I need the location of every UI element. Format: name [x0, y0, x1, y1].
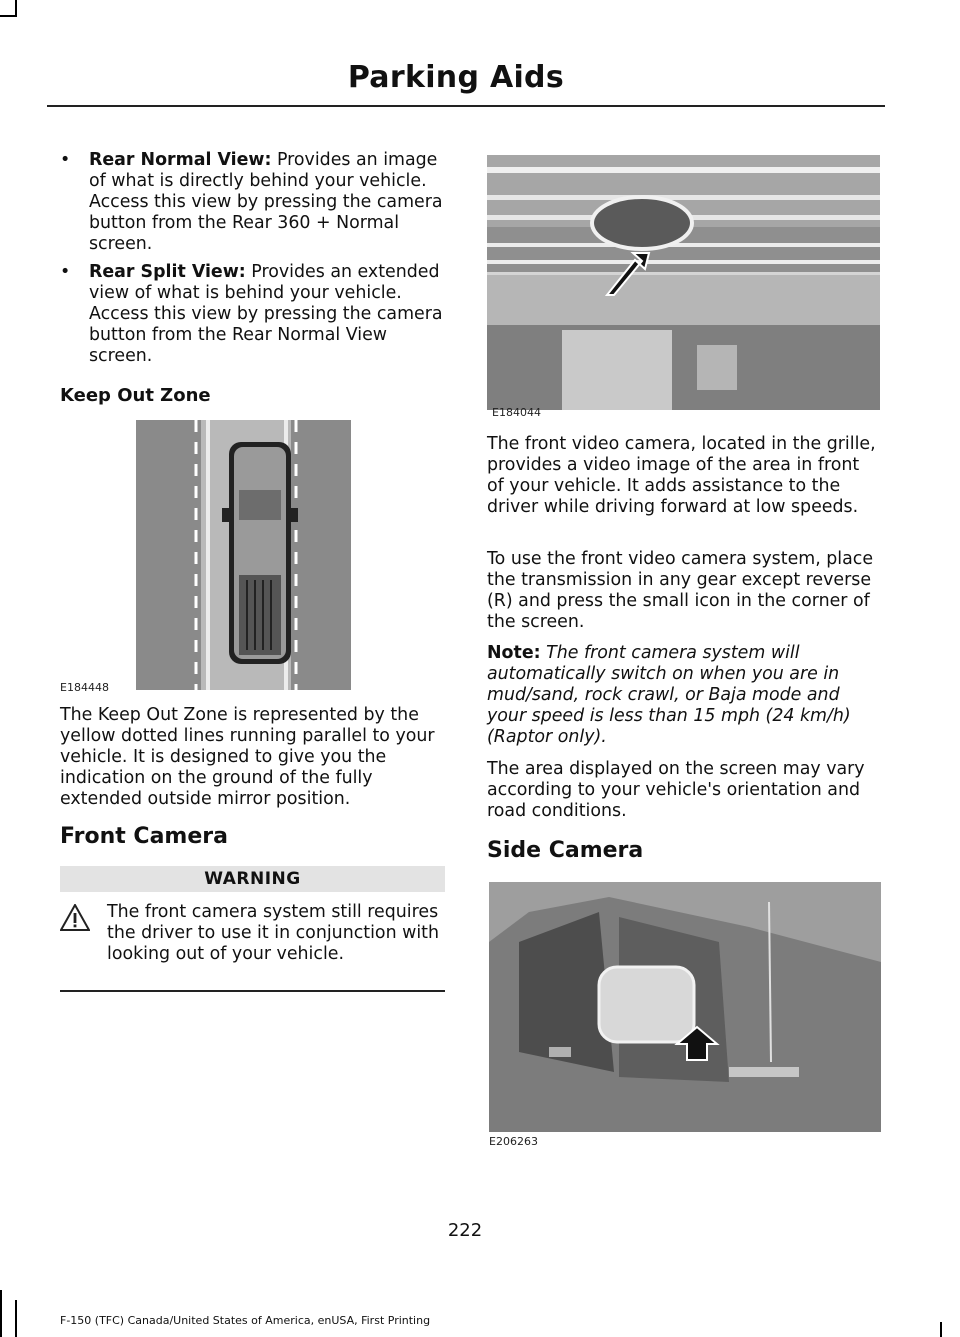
bullet-dot: • — [60, 150, 71, 170]
front-camera-text-3: The area displayed on the screen may vary according to your vehicle's orientation and road conditions. — [487, 759, 865, 821]
bullet-text: Provides an image of what is directly behind your vehicle. Access this view by pressing the camera button from the Rear 360 + Normal screen. — [89, 150, 443, 254]
warning-rule — [60, 990, 445, 992]
figure-caption: E184448 — [60, 681, 109, 694]
front-camera-text-1: The front video camera, located in the grille, provides a video image of the area in front of your vehicle. It adds assistance to the driver while driving forward at low speeds. — [487, 434, 876, 517]
keep-out-zone-heading: Keep Out Zone — [60, 385, 211, 406]
warning-body: The front camera system still requires the driver to use it in conjunction with looking out of your vehicle. — [107, 902, 440, 964]
figure-caption: E184044 — [492, 406, 541, 419]
bullet-rear-normal-view — [60, 150, 450, 255]
crop-mark — [0, 15, 15, 17]
front-camera-text-2: To use the front video camera system, place the transmission in any gear except reverse (R) and press the small icon in the corner of the screen. — [487, 549, 874, 632]
keep-out-zone-text: The Keep Out Zone is represented by the yellow dotted lines running parallel to your vehicle. It is designed to give you the indication on the ground of the fully extended outside mirror position. — [60, 705, 435, 809]
figure-caption: E206263 — [489, 1135, 538, 1148]
page-title: Parking Aids — [347, 60, 564, 95]
bullet-text: Provides an extended view of what is behind your vehicle. Access this view by pressing the camera button from the Rear Normal View screen. — [89, 262, 443, 366]
side-mirror-figure — [489, 882, 881, 1132]
front-camera-heading: Front Camera — [60, 824, 228, 849]
bullet-rear-split-view — [60, 262, 450, 367]
crop-mark — [15, 1300, 17, 1337]
front-grille-figure — [487, 155, 880, 410]
bullet-term: Rear Split View: — [89, 262, 246, 282]
crop-mark — [0, 1290, 2, 1337]
side-camera-heading: Side Camera — [487, 838, 644, 863]
footer-edition: F-150 (TFC) Canada/United States of America, enUSA, First Printing — [60, 1314, 431, 1327]
front-camera-note — [487, 643, 879, 748]
keep-out-zone-figure — [136, 420, 351, 690]
bullet-term: Rear Normal View: — [89, 150, 272, 170]
header-rule — [47, 105, 885, 107]
page-number: 222 — [447, 1220, 483, 1241]
warning-title: WARNING — [60, 866, 445, 892]
note-label: Note: — [487, 643, 541, 663]
note-text: The front camera system will automatically switch on when you are in mud/sand, rock crawl, or Baja mode and your speed is less than 15 mph (24 km/h) (Raptor only). — [487, 643, 851, 747]
crop-mark — [15, 0, 17, 17]
warning-text — [60, 902, 450, 965]
bullet-dot: • — [60, 262, 71, 282]
crop-mark — [940, 1322, 942, 1337]
